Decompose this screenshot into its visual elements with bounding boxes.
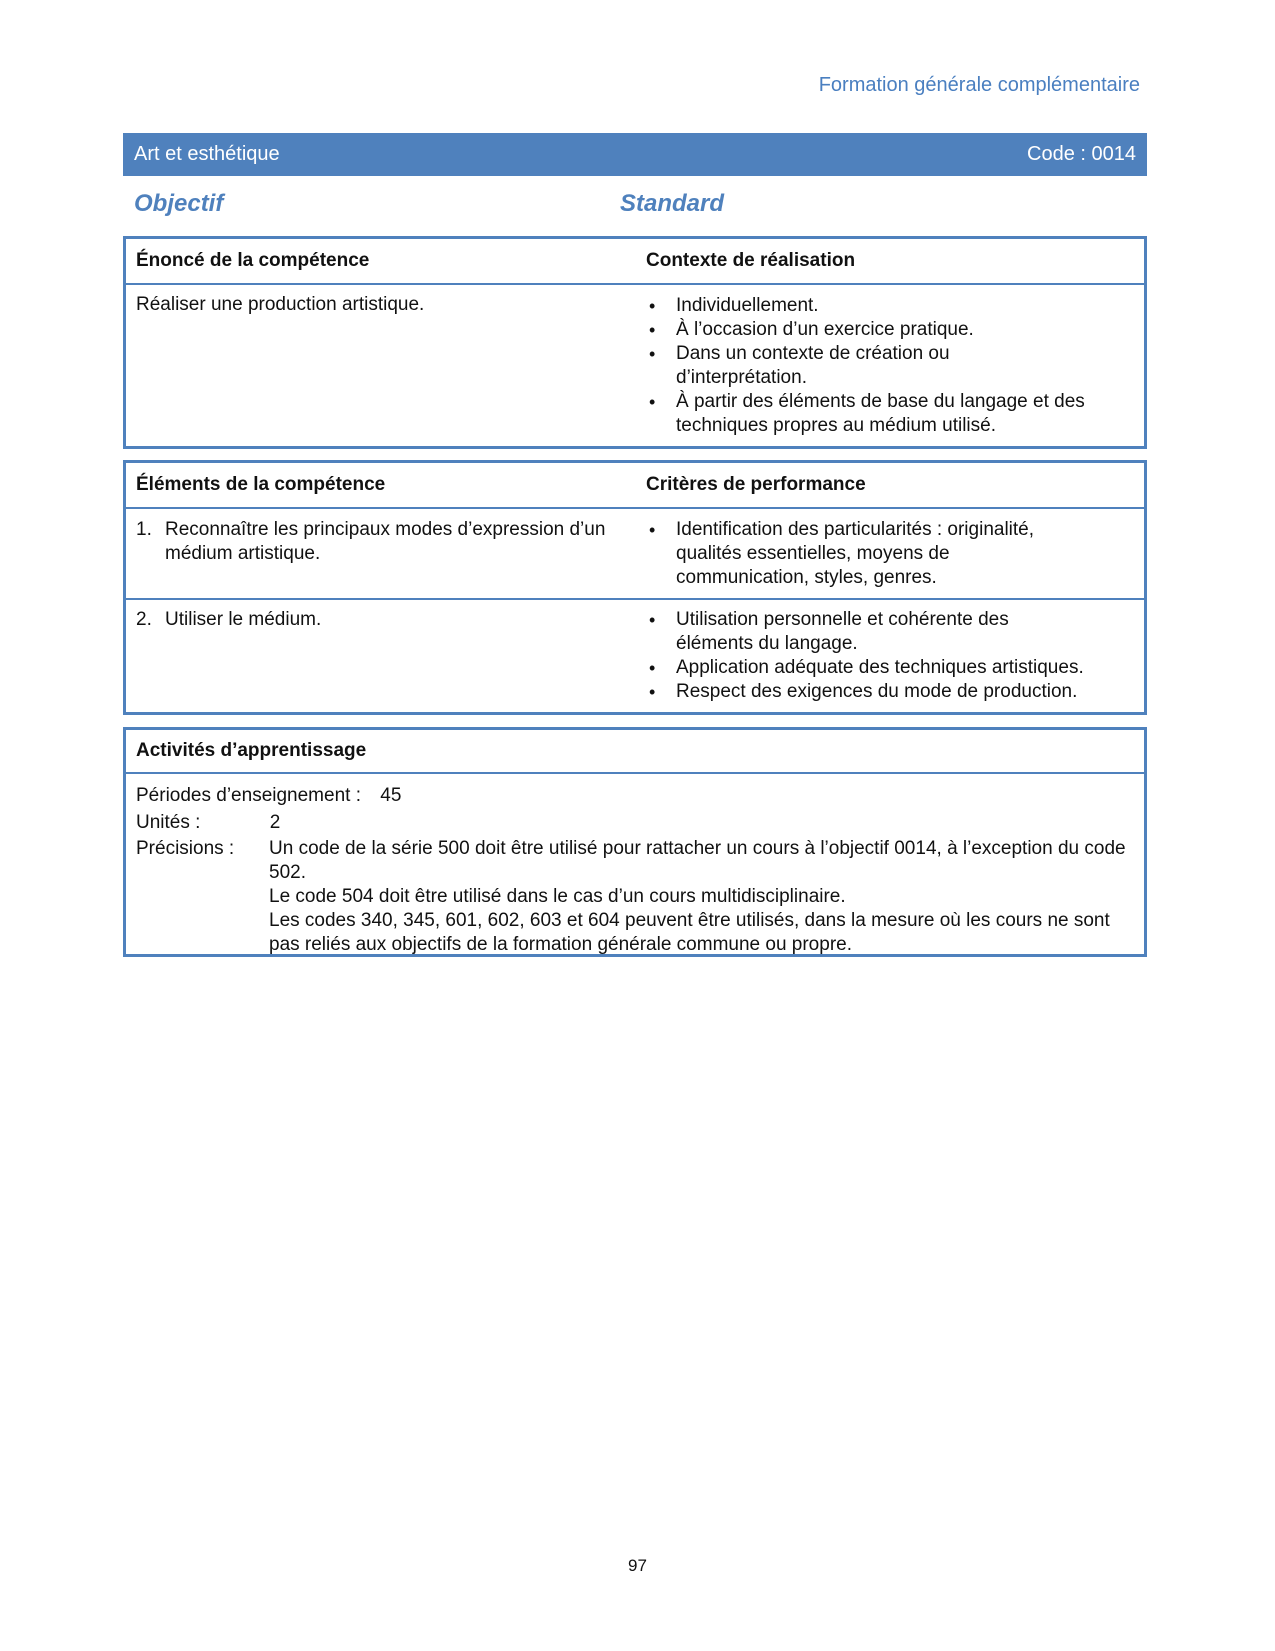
units-label: Unités : — [136, 812, 201, 833]
course-title: Art et esthétique — [134, 143, 280, 165]
activities-title: Activités d’apprentissage — [126, 730, 1144, 774]
precision-item: Le code 504 doit être utilisé dans le cas d’un cours multidisciplinaire. — [269, 886, 846, 907]
list-item: • Application adéquate des techniques artistiques. — [646, 656, 1134, 680]
precision-item: Un code de la série 500 doit être utilisé pour rattacher un cours à l’objectif 0014, à l’exception du code 502. — [269, 838, 1126, 883]
elements-table — [123, 460, 1147, 715]
list-item: • Individuellement. — [646, 294, 1134, 318]
element-text: Utiliser le médium. — [165, 609, 322, 630]
element-number: 1. — [136, 519, 152, 540]
periods-label: Périodes d’enseignement : — [136, 785, 361, 806]
element-text: Reconnaître les principaux modes d’expression d’un médium artistique. — [165, 519, 606, 564]
list-item: • À partir des éléments de base du langage et des techniques propres au médium utilisé. — [646, 390, 1134, 438]
learning-activities — [123, 727, 1147, 957]
page-number: 97 — [628, 1556, 647, 1575]
program-title: Formation générale complémentaire — [818, 74, 1140, 96]
list-item: • À l’occasion d’un exercice pratique. — [646, 318, 1134, 342]
context-list — [646, 294, 1134, 438]
objective-heading: Objectif — [134, 190, 224, 217]
element-item — [136, 518, 626, 566]
element-number: 2. — [136, 609, 152, 630]
list-item: • Utilisation personnelle et cohérente des éléments du langage. — [646, 608, 1134, 656]
criteria-list — [646, 518, 1134, 590]
context-header: Contexte de réalisation — [636, 238, 1146, 285]
periods-value: 45 — [380, 785, 402, 806]
element-item — [136, 608, 626, 632]
competence-table — [123, 236, 1147, 449]
standard-heading: Standard — [620, 190, 725, 217]
criteria-list — [646, 608, 1134, 704]
units-row — [136, 811, 280, 835]
list-item: • Respect des exigences du mode de production. — [646, 680, 1134, 704]
units-value: 2 — [269, 812, 281, 833]
course-banner — [123, 133, 1147, 176]
periods-row — [136, 784, 401, 808]
competence-statement: Réaliser une production artistique. — [136, 294, 425, 315]
precision-item: Les codes 340, 345, 601, 602, 603 et 604 peuvent être utilisés, dans la mesure où les cours ne sont pas reliés aux objectifs de la formation générale commune ou propre. — [269, 910, 1110, 955]
column-headings — [134, 190, 1134, 224]
course-code: Code : 0014 — [1027, 143, 1136, 165]
precisions-label: Précisions : — [136, 838, 235, 859]
competence-statement-header: Énoncé de la compétence — [125, 238, 637, 285]
elements-header: Éléments de la compétence — [125, 462, 637, 509]
list-item: • Dans un contexte de création ou d’interprétation. — [646, 342, 1134, 390]
precisions-text — [269, 837, 1139, 957]
list-item: • Identification des particularités : originalité, qualités essentielles, moyens de communication, styles, genres. — [646, 518, 1134, 590]
criteria-header: Critères de performance — [636, 462, 1146, 509]
